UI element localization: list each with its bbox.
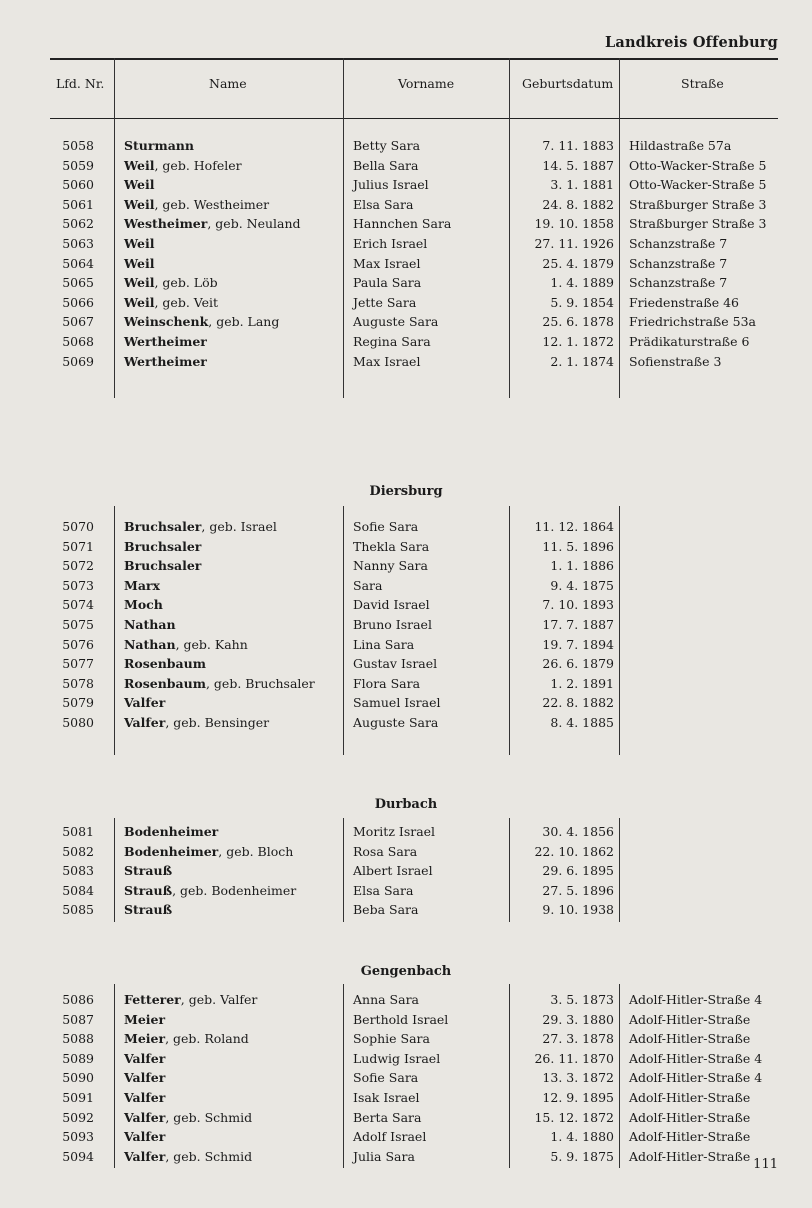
row-surname [124,676,315,691]
table-row [0,295,812,314]
row-birth-date: 26. 11. 1870 [534,1050,614,1066]
row-birth-date: 17. 7. 1887 [542,617,614,632]
row-surname [124,844,293,859]
row-given-name: Rosa Sara [353,843,418,859]
row-number: 5059 [62,157,94,173]
table-row [0,715,812,734]
surname-bold: Marx [124,577,160,593]
row-number: 5074 [62,597,94,613]
maiden-name: , geb. Westheimer [154,196,270,212]
surname-bold: Sturmann [124,138,194,153]
surname-bold: Wertheimer [124,334,207,349]
row-surname [124,1051,165,1066]
row-given-name: Isak Israel [353,1090,420,1105]
row-number: 5075 [62,617,94,632]
table-row [0,314,812,333]
table-row [0,824,812,843]
row-given-name: Thekla Sara [353,538,430,554]
row-number: 5066 [62,294,94,310]
row-given-name: Julia Sara [353,1148,415,1164]
table-row [0,236,812,255]
table-row [0,275,812,294]
maiden-name: , geb. Kahn [175,636,248,652]
table-row [0,197,812,216]
row-number: 5081 [62,824,94,839]
surname-bold: Valfer [124,1129,166,1145]
surname-bold: Valfer [124,1148,166,1164]
row-surname [124,656,206,671]
row-given-name: Sofie Sara [353,1070,419,1086]
row-given-name: Albert Israel [353,863,433,879]
row-number: 5088 [62,1031,94,1047]
surname-bold: Valfer [124,1109,166,1125]
table-row [0,578,812,597]
row-number: 5094 [62,1148,94,1164]
row-number: 5087 [62,1011,94,1027]
surname-bold: Valfer [124,1090,166,1105]
row-surname [124,902,172,917]
section-title: Durbach [374,797,438,812]
surname-bold: Strauß [124,882,173,898]
row-number: 5093 [62,1129,94,1145]
row-number: 5067 [62,314,94,330]
row-given-name: Bella Sara [353,157,419,173]
row-given-name: Sophie Sara [353,1031,430,1047]
surname-bold: Bruchsaler [124,519,202,534]
row-given-name: Auguste Sara [353,314,439,330]
table-row [0,992,812,1011]
maiden-name: , geb. Hofeler [154,157,242,173]
table-row [0,177,812,196]
row-surname [124,1129,165,1144]
row-surname [124,138,194,153]
row-surname [124,695,165,710]
page-number: 111 [753,1157,778,1172]
row-given-name: Auguste Sara [353,715,439,730]
row-birth-date: 25. 4. 1879 [542,255,614,271]
row-surname [124,1012,165,1027]
row-surname [124,295,218,310]
table-row [0,617,812,636]
surname-bold: Strauß [124,902,173,918]
row-surname [124,334,207,349]
column-header-geburtsdatum: Geburtsdatum [522,76,614,91]
maiden-name: , geb. Valfer [180,992,258,1007]
row-birth-date: 26. 6. 1879 [542,656,614,672]
table-row [0,1012,812,1031]
row-number: 5089 [62,1050,94,1066]
surname-bold: Strauß [124,863,173,879]
table-row [0,597,812,616]
row-street: Otto-Wacker-Straße 5 [629,177,767,193]
row-number: 5062 [62,216,94,232]
table-row [0,902,812,921]
row-given-name: Berthold Israel [353,1011,449,1027]
row-number: 5065 [62,275,94,291]
table-row [0,256,812,275]
row-birth-date: 27. 5. 1896 [542,882,614,898]
row-birth-date: 13. 3. 1872 [542,1070,614,1086]
row-street: Sofienstraße 3 [629,353,722,369]
row-number: 5068 [62,334,94,349]
row-surname [124,177,154,192]
row-surname [124,715,269,730]
row-birth-date: 3. 5. 1873 [550,992,614,1007]
row-surname [124,992,257,1007]
row-birth-date: 3. 1. 1881 [550,177,614,193]
row-given-name: Max Israel [353,353,421,369]
row-number: 5090 [62,1070,94,1086]
surname-bold: Bodenheimer [124,843,219,859]
row-street: Friedrichstraße 53a [629,314,757,330]
table-row [0,1149,812,1168]
row-number: 5071 [62,538,94,554]
surname-bold: Weil [124,177,155,193]
table-row [0,334,812,353]
row-birth-date: 25. 6. 1878 [542,314,614,330]
table-row [0,883,812,902]
row-number: 5060 [62,177,94,193]
maiden-name: , geb. Neuland [207,216,301,232]
row-surname [124,354,207,369]
row-birth-date: 12. 9. 1895 [542,1090,614,1105]
row-given-name: Elsa Sara [353,882,414,898]
row-surname [124,314,279,329]
maiden-name: , geb. Bensinger [165,715,270,730]
row-number: 5070 [62,519,94,534]
row-street: Adolf-Hitler-Straße 4 [629,1070,763,1086]
row-surname [124,1031,249,1046]
row-birth-date: 11. 12. 1864 [534,519,614,534]
row-given-name: Nanny Sara [353,558,428,574]
row-given-name: Betty Sara [353,138,421,153]
row-number: 5080 [62,715,94,730]
row-given-name: Gustav Israel [353,656,438,672]
surname-bold: Weil [124,275,155,291]
row-given-name: Erich Israel [353,236,428,251]
row-street: Adolf-Hitler-Straße [629,1011,751,1027]
row-birth-date: 14. 5. 1887 [542,157,614,173]
row-given-name: Moritz Israel [353,824,436,839]
row-given-name: Max Israel [353,255,421,271]
maiden-name: , geb. Schmid [165,1109,253,1125]
row-number: 5092 [62,1109,94,1125]
row-number: 5063 [62,236,94,251]
row-birth-date: 5. 9. 1875 [550,1148,614,1164]
table-row [0,1110,812,1129]
row-surname [124,539,201,554]
table-row [0,1090,812,1109]
row-birth-date: 1. 2. 1891 [550,675,614,691]
surname-bold: Weinschenk [124,314,209,330]
maiden-name: , geb. Bodenheimer [172,882,297,898]
row-number: 5076 [62,636,94,652]
surname-bold: Bodenheimer [124,824,219,839]
row-given-name: Lina Sara [353,636,415,652]
table-row [0,138,812,157]
row-number: 5072 [62,558,94,574]
row-number: 5085 [62,902,94,918]
row-street: Adolf-Hitler-Straße [629,1109,751,1125]
row-birth-date: 27. 11. 1926 [534,236,614,251]
row-number: 5083 [62,863,94,879]
row-street: Friedenstraße 46 [629,294,739,310]
row-birth-date: 5. 9. 1854 [550,294,614,310]
surname-bold: Valfer [124,715,166,730]
row-surname [124,216,301,231]
row-birth-date: 19. 10. 1858 [534,216,614,232]
maiden-name: , geb. Schmid [165,1148,253,1164]
section-title: Gengenbach [360,964,452,979]
row-surname [124,1070,165,1085]
table-row [0,158,812,177]
surname-bold: Fetterer [124,992,181,1007]
row-street: Adolf-Hitler-Straße [629,1129,751,1145]
row-birth-date: 1. 4. 1880 [550,1129,614,1145]
row-number: 5086 [62,992,94,1007]
row-street: Adolf-Hitler-Straße 4 [629,1050,763,1066]
surname-bold: Weil [124,196,155,212]
row-surname [124,637,248,652]
row-number: 5058 [62,138,94,153]
region-title: Landkreis Offenburg [604,34,778,51]
maiden-name: , geb. Lang [208,314,280,330]
row-street: Straßburger Straße 3 [629,196,767,212]
table-row [0,863,812,882]
row-number: 5077 [62,656,94,672]
row-surname [124,883,296,898]
row-surname [124,236,154,251]
row-number: 5078 [62,675,94,691]
column-header-lfd-nr: Lfd. Nr. [56,76,105,91]
row-street: Prädikaturstraße 6 [629,334,750,349]
maiden-name: , geb. Roland [165,1031,249,1047]
row-surname [124,275,218,290]
surname-bold: Rosenbaum [124,675,206,691]
table-row [0,695,812,714]
table-row [0,519,812,538]
row-surname [124,597,163,612]
header-bottom-rule [50,118,778,119]
table-row [0,354,812,373]
row-street: Adolf-Hitler-Straße [629,1090,751,1105]
row-birth-date: 29. 6. 1895 [542,863,614,879]
table-row [0,1031,812,1050]
row-birth-date: 8. 4. 1885 [550,715,614,730]
row-given-name: Berta Sara [353,1109,422,1125]
surname-bold: Valfer [124,1070,166,1086]
row-surname [124,863,172,878]
surname-bold: Bruchsaler [124,538,202,554]
row-surname [124,1149,252,1164]
row-given-name: Sara [353,577,383,593]
row-birth-date: 9. 4. 1875 [550,577,614,593]
row-birth-date: 11. 5. 1896 [542,538,614,554]
row-number: 5073 [62,577,94,593]
maiden-name: , geb. Bruchsaler [205,675,315,691]
row-birth-date: 29. 3. 1880 [542,1011,614,1027]
row-surname [124,824,218,839]
row-street: Adolf-Hitler-Straße [629,1148,751,1164]
row-surname [124,578,160,593]
row-given-name: Ludwig Israel [353,1050,441,1066]
row-birth-date: 7. 10. 1893 [542,597,614,613]
row-birth-date: 7. 11. 1883 [542,138,614,153]
row-surname [124,1090,165,1105]
row-given-name: Adolf Israel [353,1129,427,1145]
row-street: Schanzstraße 7 [629,236,728,251]
surname-bold: Wertheimer [124,353,207,369]
surname-bold: Westheimer [124,216,208,232]
row-given-name: Samuel Israel [353,695,441,711]
row-birth-date: 2. 1. 1874 [550,353,614,369]
row-surname [124,158,242,173]
row-surname [124,256,154,271]
row-surname [124,558,201,573]
surname-bold: Nathan [124,636,176,652]
row-street: Otto-Wacker-Straße 5 [629,157,767,173]
surname-bold: Valfer [124,1050,166,1066]
column-header-strasse: Straße [681,76,724,91]
row-street: Adolf-Hitler-Straße 4 [629,992,763,1007]
row-given-name: Jette Sara [353,294,417,310]
row-given-name: Sofie Sara [353,519,419,534]
row-given-name: Regina Sara [353,334,431,349]
table-row [0,637,812,656]
row-given-name: Bruno Israel [353,617,432,632]
row-street: Straßburger Straße 3 [629,216,767,232]
surname-bold: Weil [124,157,155,173]
row-number: 5064 [62,255,94,271]
row-surname [124,519,277,534]
row-given-name: Flora Sara [353,675,421,691]
row-number: 5079 [62,695,94,711]
row-surname [124,1110,252,1125]
surname-bold: Meier [124,1011,166,1027]
surname-bold: Weil [124,255,155,271]
page-header [50,0,778,60]
row-given-name: Julius Israel [353,177,429,193]
row-birth-date: 1. 1. 1886 [550,558,614,574]
maiden-name: , geb. Veit [154,294,219,310]
surname-bold: Meier [124,1031,166,1047]
surname-bold: Bruchsaler [124,558,202,574]
surname-bold: Nathan [124,617,176,632]
table-row [0,1070,812,1089]
surname-bold: Weil [124,236,155,251]
maiden-name: , geb. Israel [201,519,277,534]
row-number: 5069 [62,353,94,369]
row-given-name: Beba Sara [353,902,419,918]
row-street: Hildastraße 57a [629,138,732,153]
surname-bold: Moch [124,597,163,613]
row-birth-date: 22. 8. 1882 [542,695,614,711]
row-birth-date: 24. 8. 1882 [542,196,614,212]
row-birth-date: 15. 12. 1872 [534,1109,614,1125]
table-row [0,1129,812,1148]
row-street: Schanzstraße 7 [629,275,728,291]
table-row [0,676,812,695]
table-row [0,844,812,863]
row-birth-date: 12. 1. 1872 [542,334,614,349]
row-number: 5082 [62,843,94,859]
row-number: 5091 [62,1090,94,1105]
table-row [0,216,812,235]
column-header-vorname: Vorname [398,76,455,91]
row-street: Adolf-Hitler-Straße [629,1031,751,1047]
row-birth-date: 9. 10. 1938 [542,902,614,918]
surname-bold: Valfer [124,695,166,711]
maiden-name: , geb. Bloch [218,843,294,859]
table-row [0,656,812,675]
row-number: 5061 [62,196,94,212]
row-street: Schanzstraße 7 [629,255,728,271]
table-row [0,1051,812,1070]
row-surname [124,197,269,212]
row-given-name: Paula Sara [353,275,422,291]
row-birth-date: 30. 4. 1856 [542,824,614,839]
row-given-name: Anna Sara [353,992,419,1007]
row-surname [124,617,176,632]
section-title: Diersburg [369,484,443,499]
row-given-name: Hannchen Sara [353,216,452,232]
table-row [0,539,812,558]
row-number: 5084 [62,882,94,898]
row-birth-date: 22. 10. 1862 [534,843,614,859]
row-birth-date: 1. 4. 1889 [550,275,614,291]
row-given-name: David Israel [353,597,430,613]
table-row [0,558,812,577]
surname-bold: Rosenbaum [124,656,206,672]
row-given-name: Elsa Sara [353,196,414,212]
surname-bold: Weil [124,294,155,310]
maiden-name: , geb. Löb [154,275,218,291]
column-header-name: Name [209,76,247,91]
row-birth-date: 19. 7. 1894 [542,636,614,652]
row-birth-date: 27. 3. 1878 [542,1031,614,1047]
